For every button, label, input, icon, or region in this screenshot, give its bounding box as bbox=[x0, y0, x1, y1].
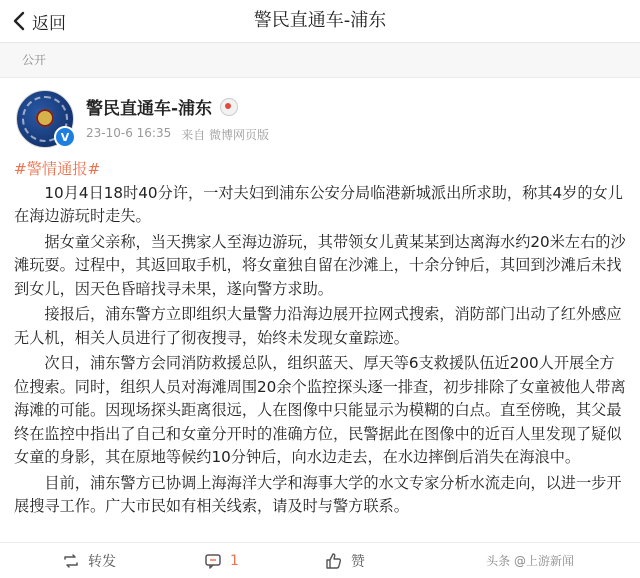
like-button[interactable] bbox=[325, 551, 365, 571]
like-icon bbox=[325, 552, 343, 570]
post-time: 23-10-6 16:35 bbox=[86, 126, 172, 140]
post-paragraph: 接报后，浦东警方立即组织大量警力沿海边展开拉网式搜索，消防部门出动了红外感应无人机，相关人员进行了彻夜搜寻，始终未发现女童踪迹。 bbox=[14, 305, 622, 347]
post-header bbox=[14, 90, 626, 156]
visibility-label: 公开 bbox=[0, 43, 640, 78]
post-paragraph: 10月4日18时40分许，一对夫妇到浦东公安分局临港新城派出所求助，称其4岁的女儿在海边游玩时走失。 bbox=[14, 183, 623, 225]
top-bar bbox=[0, 0, 640, 43]
author-name[interactable]: 警民直通车-浦东 bbox=[86, 99, 213, 119]
page-title: 警民直通车-浦东 bbox=[253, 10, 387, 31]
post-paragraph: 次日，浦东警方会同消防救援总队，组织蓝天、厚天等6支救援队伍近200人开展全方位搜索。同时，组织人员对海滩周围20余个监控探头逐一排查，初步排除了女童被他人带离海滩的可能。因现场探头距离很远，人在图像中只能显示为模糊的白点。直至傍晚，其父最终在监控中指出了自己和女童分开时的准确方位，民警据此在图像中的近百人里发现了疑似女童的身影，其在原地等候约10分钟后，向水边走去，在水边摔倒后消失在海浪中。 bbox=[14, 354, 626, 466]
weibo-post bbox=[0, 78, 640, 519]
repost-button[interactable] bbox=[62, 551, 116, 571]
repost-icon bbox=[62, 552, 80, 570]
back-label: 返回 bbox=[32, 13, 66, 34]
verified-badge-icon: V bbox=[54, 126, 76, 148]
post-source: 来自 微博网页版 bbox=[181, 128, 270, 142]
post-paragraph: 目前，浦东警方已协调上海海洋大学和海事大学的水文专家分析水流走向，以进一步开展搜寻工作。广大市民如有相关线索，请及时与警方联系。 bbox=[14, 473, 622, 515]
like-label: 赞 bbox=[350, 553, 365, 570]
author-meta bbox=[86, 90, 269, 143]
repost-label: 转发 bbox=[88, 553, 116, 570]
post-paragraph: 据女童父亲称，当天携家人至海边游玩，其带领女儿黄某某到达离海水约20米左右的沙滩玩耍。过程中，其返回取手机，将女童独自留在沙滩上，十余分钟后，其回到沙滩后未找到女儿，因天色昏暗找寻未果，遂向警方求助。 bbox=[14, 232, 626, 298]
watermark-text: 头条 @上游新闻 bbox=[486, 554, 574, 568]
emoji-badge-icon bbox=[220, 98, 238, 116]
comment-icon bbox=[204, 552, 222, 570]
comment-button[interactable] bbox=[204, 552, 239, 570]
avatar[interactable] bbox=[16, 90, 74, 148]
topic-hashtag[interactable]: #警情通报# bbox=[14, 160, 101, 178]
post-body bbox=[14, 158, 626, 519]
comment-count: 1 bbox=[230, 552, 239, 569]
